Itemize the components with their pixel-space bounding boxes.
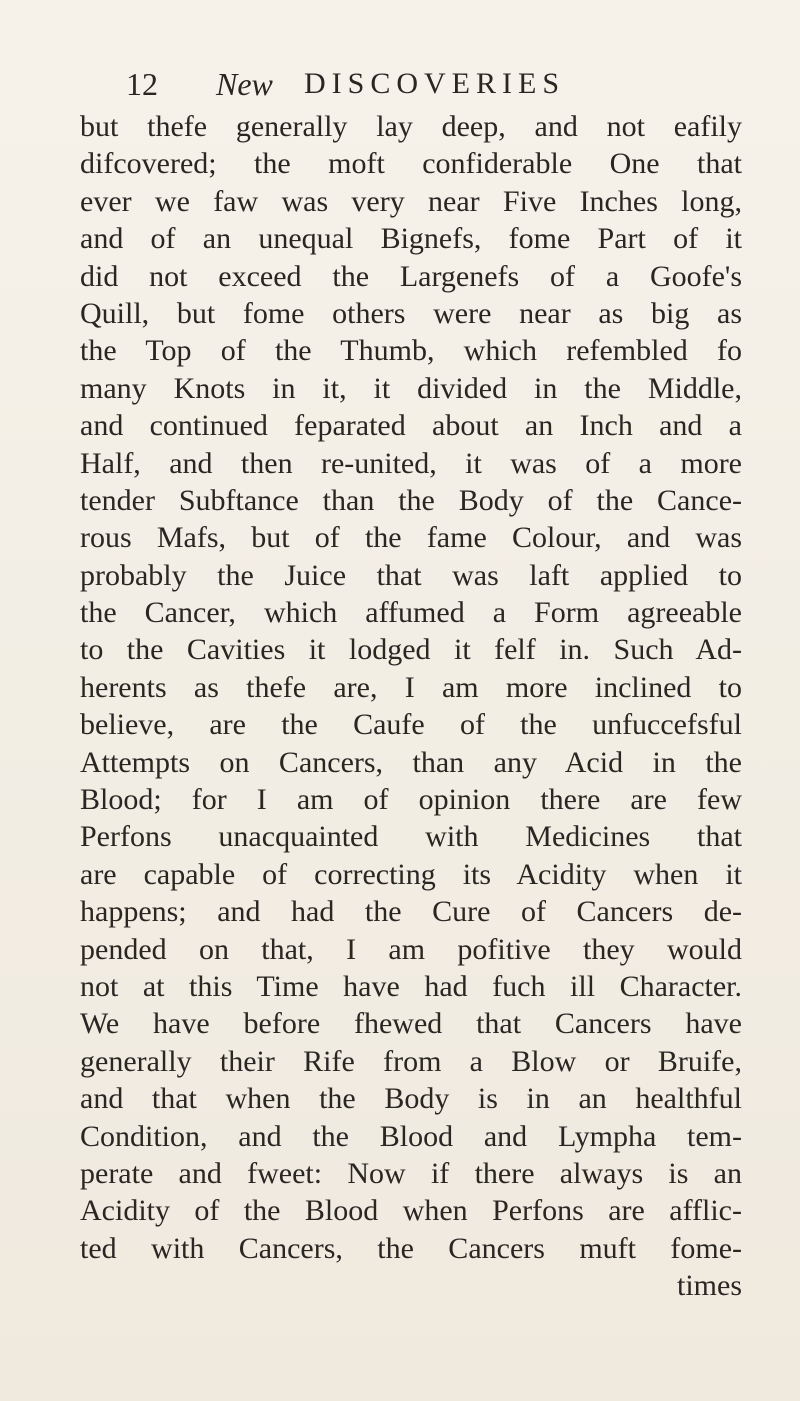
text-line: the Cancer, which affumed a Form agreeable <box>80 596 742 630</box>
text-line: and continued feparated about an Inch and a <box>80 409 742 443</box>
text-line: pended on that, I am pofitive they would <box>80 932 742 966</box>
text-line: rous Mafs, but of the fame Colour, and was <box>80 521 742 555</box>
text-line: perate and fweet: Now if there always is an <box>80 1156 742 1190</box>
text-line: and of an unequal Bignefs, fome Part of it <box>80 222 742 256</box>
body-text <box>80 108 742 1305</box>
text-line: many Knots in it, it divided in the Middle, <box>80 371 742 405</box>
running-title-italic: New <box>216 66 273 102</box>
text-line: to the Cavities it lodged it felf in. Such Ad- <box>80 633 742 667</box>
text-line: Half, and then re-united, it was of a more <box>80 446 742 480</box>
running-header <box>126 64 726 104</box>
text-line: generally their Rife from a Blow or Bruife, <box>80 1044 742 1078</box>
text-line: herents as thefe are, I am more inclined to <box>80 670 742 704</box>
text-line: Quill, but fome others were near as big as <box>80 296 742 330</box>
text-line: but thefe generally lay deep, and not eafily <box>80 110 742 143</box>
text-line: happens; and had the Cure of Cancers de- <box>80 895 742 929</box>
text-line: Perfons unacquainted with Medicines that <box>80 820 742 854</box>
text-line: Condition, and the Blood and Lympha tem- <box>80 1119 742 1153</box>
text-line: are capable of correcting its Acidity when it <box>80 857 742 891</box>
text-line: the Top of the Thumb, which refembled fo <box>80 334 742 368</box>
text-line: tender Subftance than the Body of the Cance- <box>80 483 742 517</box>
text-line: ted with Cancers, the Cancers muft fome- <box>80 1231 742 1265</box>
text-line: Attempts on Cancers, than any Acid in the <box>80 745 742 779</box>
text-line: and that when the Body is in an healthful <box>80 1082 742 1116</box>
text-line: believe, are the Caufe of the unfuccefsful <box>80 708 742 742</box>
page-number: 12 <box>126 66 158 102</box>
text-line: We have before fhewed that Cancers have <box>80 1007 742 1041</box>
text-line: Acidity of the Blood when Perfons are afflic- <box>80 1194 742 1228</box>
text-line: did not exceed the Largenefs of a Goofe's <box>80 259 742 293</box>
text-line: Blood; for I am of opinion there are few <box>80 783 742 817</box>
text-line: not at this Time have had fuch ill Character. <box>80 969 742 1003</box>
running-title-caps: DISCOVERIES <box>304 67 566 100</box>
catchword: times <box>677 1269 742 1303</box>
text-line: difcovered; the moft confiderable One that <box>80 147 742 181</box>
text-line: ever we faw was very near Five Inches long, <box>80 184 742 218</box>
text-line: probably the Juice that was laft applied to <box>80 558 742 592</box>
